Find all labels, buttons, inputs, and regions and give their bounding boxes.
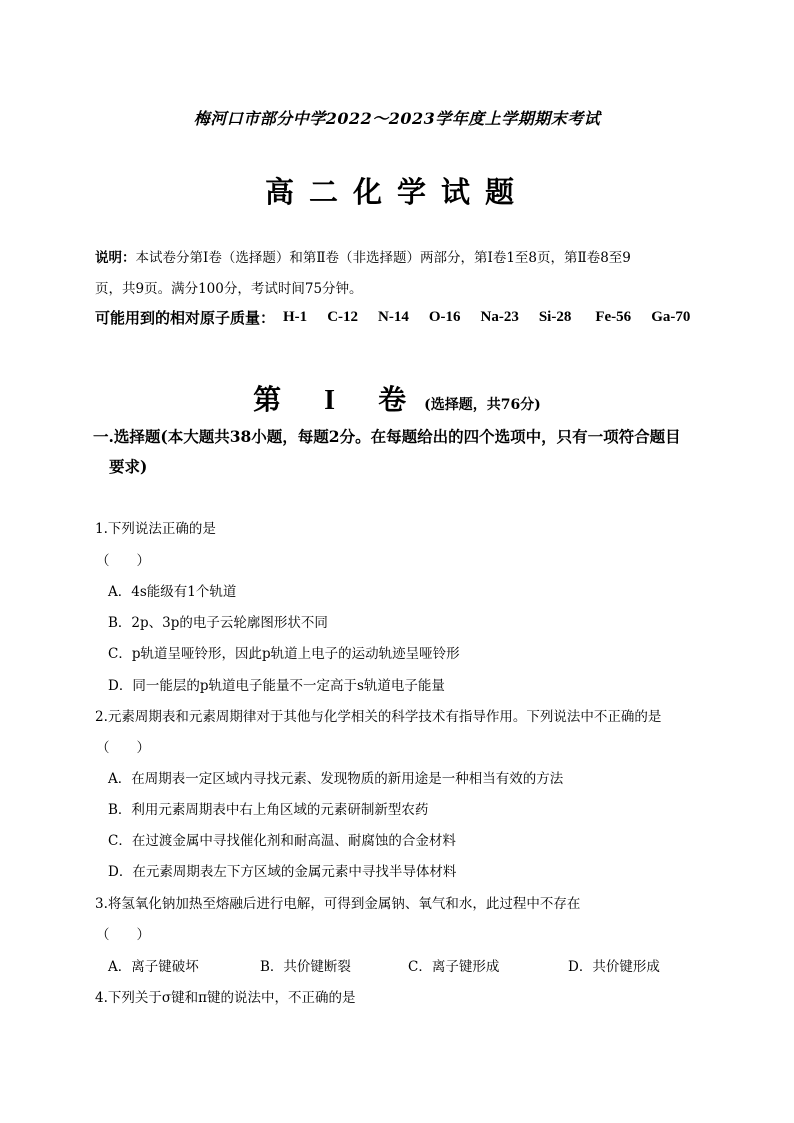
- atomic-mass-item: Na-23: [480, 309, 519, 325]
- option-d: D．同一能层的p轨道电子能量不一定高于s轨道电子能量: [108, 678, 445, 694]
- option-a: A．4s能级有1个轨道: [108, 584, 237, 600]
- atomic-masses: [95, 307, 715, 328]
- option-d: D．共价键形成: [568, 959, 660, 975]
- option-c: C．p轨道呈哑铃形，因此p轨道上电子的运动轨迹呈哑铃形: [108, 646, 460, 662]
- atomic-mass-item: O-16: [428, 309, 461, 325]
- atomic-mass-item: C-12: [327, 309, 359, 325]
- option-b: B．2p、3p的电子云轮廓图形状不同: [108, 615, 328, 631]
- answer-parentheses: （ ）: [96, 553, 150, 569]
- question-stem: 3.将氢氧化钠加热至熔融后进行电解，可得到金属钠、氧气和水，此过程中不存在: [95, 896, 581, 912]
- atomic-mass-item: Ga-70: [651, 309, 691, 325]
- school-header: 梅河口市部分中学2022～2023学年度上学期期末考试: [193, 109, 601, 128]
- volume-heading: [0, 378, 794, 418]
- section-heading-line-1: 一.选择题(本大题共38小题，每题2分。在每题给出的四个选项中，只有一项符合题目: [93, 427, 681, 446]
- exam-title: 高二化学试题: [264, 175, 529, 209]
- option-b: B．利用元素周期表中右上角区域的元素研制新型农药: [108, 802, 429, 818]
- question-stem: 4.下列关于σ键和π键的说法中，不正确的是: [95, 990, 356, 1006]
- option-b: B．共价键断裂: [260, 959, 351, 975]
- question-stem: 1.下列说法正确的是: [95, 521, 216, 537]
- answer-parentheses: （ ）: [96, 927, 150, 943]
- instructions-label: 说明：: [95, 250, 136, 266]
- question-stem: 2.元素周期表和元素周期律对于其他与化学相关的科学技术有指导作用。下列说法中不正确的是: [95, 709, 662, 725]
- atomic-mass-item: Si-28: [538, 309, 572, 325]
- volume-title: 第 I 卷: [253, 385, 425, 416]
- atomic-mass-item: N-14: [378, 309, 409, 325]
- option-a: A．离子键破坏: [108, 959, 199, 975]
- option-c: C．在过渡金属中寻找催化剂和耐高温、耐腐蚀的合金材料: [108, 833, 456, 849]
- option-a: A．在周期表一定区域内寻找元素、发现物质的新用途是一种相当有效的方法: [108, 771, 564, 787]
- answer-parentheses: （ ）: [96, 740, 150, 756]
- instructions-text-1: 本试卷分第Ⅰ卷（选择题）和第Ⅱ卷（非选择题）两部分，第Ⅰ卷1至8页，第Ⅱ卷8至9: [135, 250, 631, 266]
- instructions-line-2: 页，共9页。满分100分，考试时间75分钟。: [95, 281, 363, 297]
- atomic-mass-item: Fe-56: [595, 309, 632, 325]
- instructions-line-1: [95, 243, 705, 274]
- option-c: C．离子键形成: [408, 959, 500, 975]
- atomic-masses-label: 可能用到的相对原子质量：: [95, 309, 276, 327]
- volume-subtitle: (选择题，共76分): [424, 397, 541, 413]
- atomic-mass-item: H-1: [283, 309, 308, 325]
- section-heading-line-2: 要求): [109, 457, 148, 476]
- option-d: D．在元素周期表左下方区域的金属元素中寻找半导体材料: [108, 864, 457, 880]
